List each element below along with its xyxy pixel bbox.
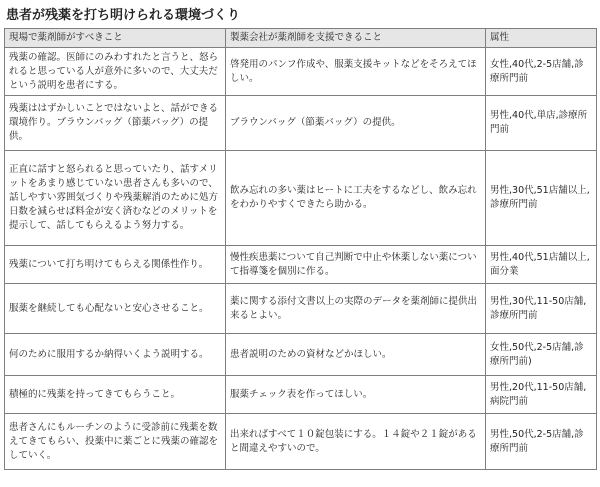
cell-company: 慢性疾患薬について自己判断で中止や休薬しない薬について指導箋を個別に作る。: [226, 246, 486, 284]
cell-attribute: 男性,50代,2-5店舗,診療所門前: [486, 414, 597, 470]
cell-pharmacist: 正直に話すと怒られると思っていたり、話すメリットをあまり感じていない患者さんも多いので、話しやすい雰囲気づくりや残薬解消のために処方日数を減らせば料金が安く済むなどのメリットを提示して、話してもらえるよう努力する。: [5, 151, 226, 246]
cell-attribute: 男性,40代,51店舗以上,面分業: [486, 246, 597, 284]
table-header-row: [5, 29, 597, 48]
cell-attribute: 男性,30代,11-50店舗,診療所門前: [486, 284, 597, 334]
cell-attribute: 女性,40代,2-5店舗,診療所門前: [486, 48, 597, 96]
table-row: [5, 246, 597, 284]
table-row: [5, 414, 597, 470]
cell-company: ブラウンバッグ（節薬バッグ）の提供。: [226, 96, 486, 151]
cell-attribute: 男性,20代,11-50店舗,病院門前: [486, 376, 597, 414]
page-title: 患者が残薬を打ち明けられる環境づくり: [6, 8, 241, 23]
cell-pharmacist: 積極的に残薬を持ってきてもらうこと。: [5, 376, 226, 414]
table-row: [5, 284, 597, 334]
cell-attribute: 女性,50代,2-5店舗,診療所門前): [486, 334, 597, 376]
cell-company: 服薬チェック表を作ってほしい。: [226, 376, 486, 414]
cell-pharmacist: 何のために服用するか納得いくよう説明する。: [5, 334, 226, 376]
cell-company: 薬に関する添付文書以上の実際のデータを薬剤師に提供出来るとよい。: [226, 284, 486, 334]
table-row: [5, 376, 597, 414]
cell-company: 啓発用のパンフ作成や、服薬支援キットなどをそろえてほしい。: [226, 48, 486, 96]
cell-attribute: 男性,30代,51店舗以上,診療所門前: [486, 151, 597, 246]
table-row: [5, 334, 597, 376]
table-row: [5, 48, 597, 96]
cell-pharmacist: 服薬を継続しても心配ないと安心させること。: [5, 284, 226, 334]
table-row: [5, 96, 597, 151]
header-company-support: 製薬会社が薬剤師を支援できること: [226, 29, 486, 48]
cell-company: 飲み忘れの多い薬はヒートに工夫をするなどし、飲み忘れをわかりやすくできたら助かる。: [226, 151, 486, 246]
table-row: [5, 151, 597, 246]
cell-pharmacist: 残薬について打ち明けてもらえる関係性作り。: [5, 246, 226, 284]
cell-pharmacist: 残薬の確認。医師にのみわすれたと言うと、怒られると思っている人が意外に多いので、大丈夫だという説明を患者にする。: [5, 48, 226, 96]
cell-company: 出来ればすべて１０錠包装にする。１４錠や２１錠があると間違えやすいので。: [226, 414, 486, 470]
cell-attribute: 男性,40代,単店,診療所門前: [486, 96, 597, 151]
header-attribute: 属性: [486, 29, 597, 48]
header-pharmacist-actions: 現場で薬剤師がすべきこと: [5, 29, 226, 48]
cell-company: 患者説明のための資材などかほしい。: [226, 334, 486, 376]
cell-pharmacist: 患者さんにもルーチンのように受診前に残薬を数えてきてもらい、投薬中に薬ごとに残薬の確認をしていく。: [5, 414, 226, 470]
cell-pharmacist: 残薬ははずかしいことではないよと、話ができる環境作り。ブラウンバッグ（節薬バッグ）の提供。: [5, 96, 226, 151]
survey-table: [4, 28, 597, 470]
